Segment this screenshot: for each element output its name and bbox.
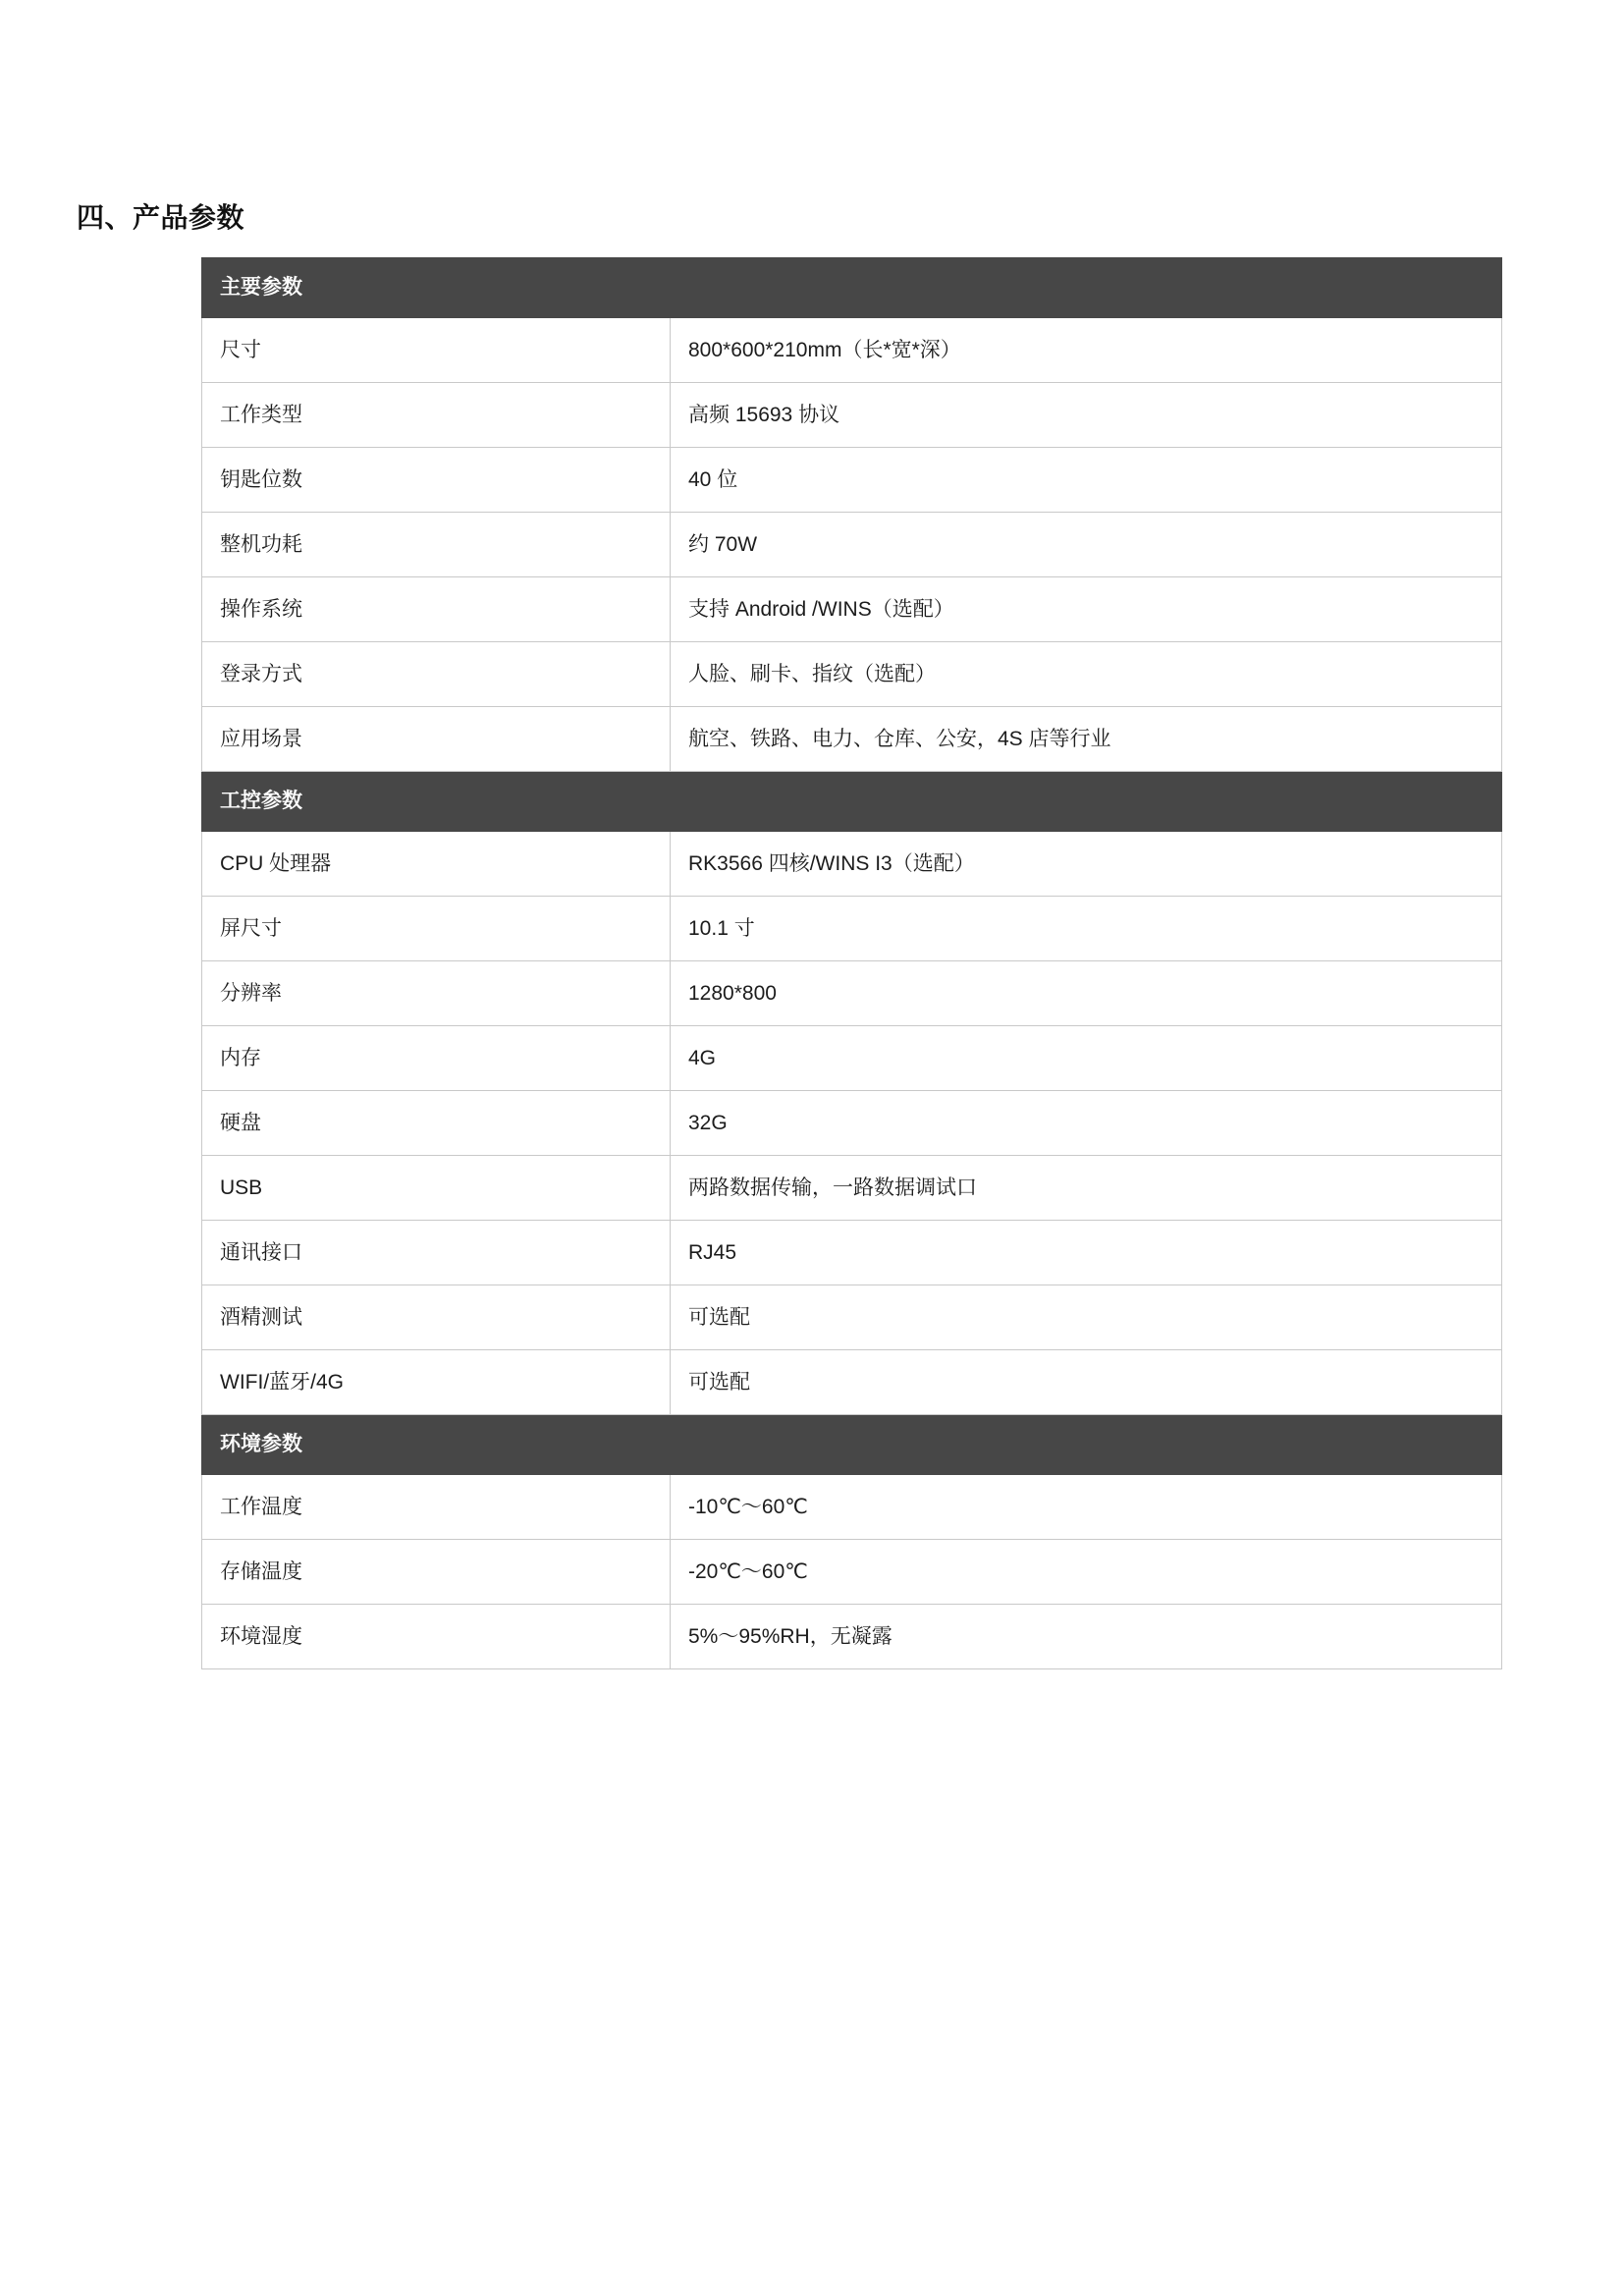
row-label-cell <box>202 1156 671 1221</box>
row-value-text: 约 70W <box>688 532 758 556</box>
row-value-cell <box>671 1156 1502 1221</box>
row-label-cell <box>202 1475 671 1540</box>
table-row <box>202 707 1502 772</box>
row-label-cell <box>202 318 671 383</box>
row-label-cell <box>202 1350 671 1415</box>
table-row <box>202 577 1502 642</box>
row-label-cell <box>202 383 671 448</box>
row-label-text: 存储温度 <box>220 1559 302 1583</box>
row-value-cell <box>671 832 1502 897</box>
section-title-value-cell <box>671 772 1502 832</box>
row-value-cell <box>671 577 1502 642</box>
row-value-text: 两路数据传输，一路数据调试口 <box>688 1175 977 1199</box>
table-row <box>202 642 1502 707</box>
row-value-cell <box>671 707 1502 772</box>
row-value-text: 高频 15693 协议 <box>688 403 840 426</box>
row-value-cell <box>671 1221 1502 1285</box>
row-value-cell <box>671 642 1502 707</box>
table-row <box>202 832 1502 897</box>
row-value-cell <box>671 383 1502 448</box>
table-row <box>202 1350 1502 1415</box>
specification-table-body <box>202 258 1502 1669</box>
section-title-text: 主要参数 <box>220 276 302 300</box>
row-value-cell <box>671 1350 1502 1415</box>
row-label-text: 内存 <box>220 1046 261 1069</box>
row-label-text: WIFI/蓝牙/4G <box>220 1370 344 1394</box>
row-value-cell <box>671 961 1502 1026</box>
row-label-text: 工作温度 <box>220 1495 302 1518</box>
row-label-text: 整机功耗 <box>220 532 302 556</box>
row-value-text: 800*600*210mm（长*宽*深） <box>688 338 961 361</box>
row-value-text: -20℃～60℃ <box>688 1559 808 1583</box>
row-label-cell <box>202 577 671 642</box>
section-title-text: 工控参数 <box>220 790 302 813</box>
row-label-text: 环境湿度 <box>220 1624 302 1648</box>
row-value-text: 5%～95%RH，无凝露 <box>688 1624 893 1648</box>
row-label-cell <box>202 961 671 1026</box>
row-label-text: 登录方式 <box>220 662 302 685</box>
row-value-text: 10.1 寸 <box>688 916 755 940</box>
section-title-text: 环境参数 <box>220 1433 302 1456</box>
row-label-text: 分辨率 <box>220 981 282 1005</box>
row-label-text: USB <box>220 1175 263 1199</box>
row-label-cell <box>202 448 671 513</box>
row-value-text: 支持 Android /WINS（选配） <box>688 597 954 621</box>
section-title-value-cell <box>671 258 1502 318</box>
row-value-cell <box>671 1540 1502 1605</box>
row-label-text: 通讯接口 <box>220 1240 302 1264</box>
page-title: 四、产品参数 <box>77 202 245 233</box>
row-label-cell <box>202 513 671 577</box>
table-row <box>202 1156 1502 1221</box>
table-row <box>202 383 1502 448</box>
table-section-header-row <box>202 772 1502 832</box>
row-label-cell <box>202 1540 671 1605</box>
section-title-cell <box>202 772 671 832</box>
row-label-text: 应用场景 <box>220 727 302 750</box>
row-label-cell <box>202 1221 671 1285</box>
row-label-cell <box>202 832 671 897</box>
row-value-cell <box>671 318 1502 383</box>
row-label-cell <box>202 707 671 772</box>
row-label-text: 酒精测试 <box>220 1305 302 1329</box>
row-value-cell <box>671 1605 1502 1669</box>
row-label-text: CPU 处理器 <box>220 851 332 875</box>
row-value-cell <box>671 1475 1502 1540</box>
row-label-text: 工作类型 <box>220 403 302 426</box>
row-value-text: 人脸、刷卡、指纹（选配） <box>688 662 936 685</box>
row-value-text: RK3566 四核/WINS I3（选配） <box>688 851 975 875</box>
row-label-text: 屏尺寸 <box>220 916 282 940</box>
row-value-text: -10℃～60℃ <box>688 1495 808 1518</box>
table-row <box>202 513 1502 577</box>
row-value-text: RJ45 <box>688 1240 737 1264</box>
row-value-text: 可选配 <box>688 1305 750 1329</box>
row-label-cell <box>202 1605 671 1669</box>
row-value-text: 4G <box>688 1046 717 1069</box>
row-value-text: 40 位 <box>688 467 738 491</box>
row-label-cell <box>202 1285 671 1350</box>
table-row <box>202 448 1502 513</box>
table-row <box>202 1221 1502 1285</box>
table-section-header-row <box>202 258 1502 318</box>
table-row <box>202 1091 1502 1156</box>
row-value-cell <box>671 1285 1502 1350</box>
row-label-text: 硬盘 <box>220 1111 261 1134</box>
row-label-text: 钥匙位数 <box>220 467 302 491</box>
table-row <box>202 1605 1502 1669</box>
row-label-cell <box>202 1091 671 1156</box>
section-title-cell <box>202 1415 671 1475</box>
table-row <box>202 1540 1502 1605</box>
table-row <box>202 961 1502 1026</box>
row-value-cell <box>671 448 1502 513</box>
row-value-text: 航空、铁路、电力、仓库、公安，4S 店等行业 <box>688 727 1111 750</box>
section-title-value-cell <box>671 1415 1502 1475</box>
table-row <box>202 318 1502 383</box>
row-label-text: 操作系统 <box>220 597 302 621</box>
table-row <box>202 1285 1502 1350</box>
section-title-cell <box>202 258 671 318</box>
row-label-cell <box>202 1026 671 1091</box>
row-value-text: 32G <box>688 1111 728 1134</box>
row-label-cell <box>202 897 671 961</box>
table-row <box>202 1475 1502 1540</box>
table-section-header-row <box>202 1415 1502 1475</box>
table-row <box>202 1026 1502 1091</box>
row-value-cell <box>671 1026 1502 1091</box>
row-value-cell <box>671 897 1502 961</box>
row-value-text: 可选配 <box>688 1370 750 1394</box>
row-label-text: 尺寸 <box>220 338 261 361</box>
row-value-cell <box>671 513 1502 577</box>
row-label-cell <box>202 642 671 707</box>
row-value-cell <box>671 1091 1502 1156</box>
specification-table <box>201 257 1502 1669</box>
row-value-text: 1280*800 <box>688 981 777 1005</box>
table-row <box>202 897 1502 961</box>
specification-table-container <box>201 257 1429 1669</box>
